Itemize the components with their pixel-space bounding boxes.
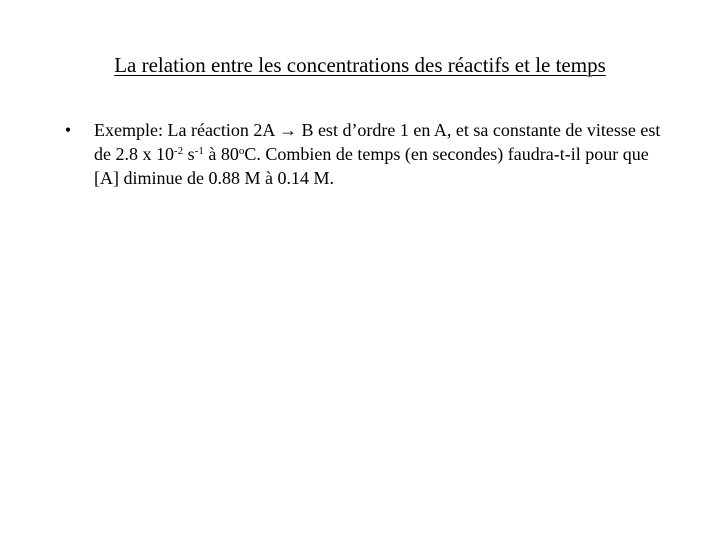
example-lead-text: Exemple: La réaction 2A	[94, 120, 279, 140]
unit-exponent: -1	[194, 145, 204, 157]
degree-mark: o	[238, 145, 245, 157]
unit-seconds: s	[183, 144, 195, 164]
bullet-item-example	[58, 118, 668, 190]
slide-title	[0, 52, 720, 78]
bullet-icon: •	[64, 120, 72, 140]
example-text-after-arrow: B est d’ordre 1 en A, et sa constante de vitesse est de 2.8 x 10	[94, 120, 661, 164]
rate-exponent: -2	[174, 145, 184, 157]
temperature-text: à 80	[203, 144, 239, 164]
bullet-list	[58, 118, 668, 190]
slide-title-text: La relation entre les concentrations des réactifs et le temps	[114, 53, 606, 77]
reaction-arrow-icon: →	[278, 120, 297, 140]
example-question-text: C. Combien de temps (en secondes) faudra-t-il pour que [A] diminue de 0.88 M à 0.14 M.	[94, 144, 649, 188]
